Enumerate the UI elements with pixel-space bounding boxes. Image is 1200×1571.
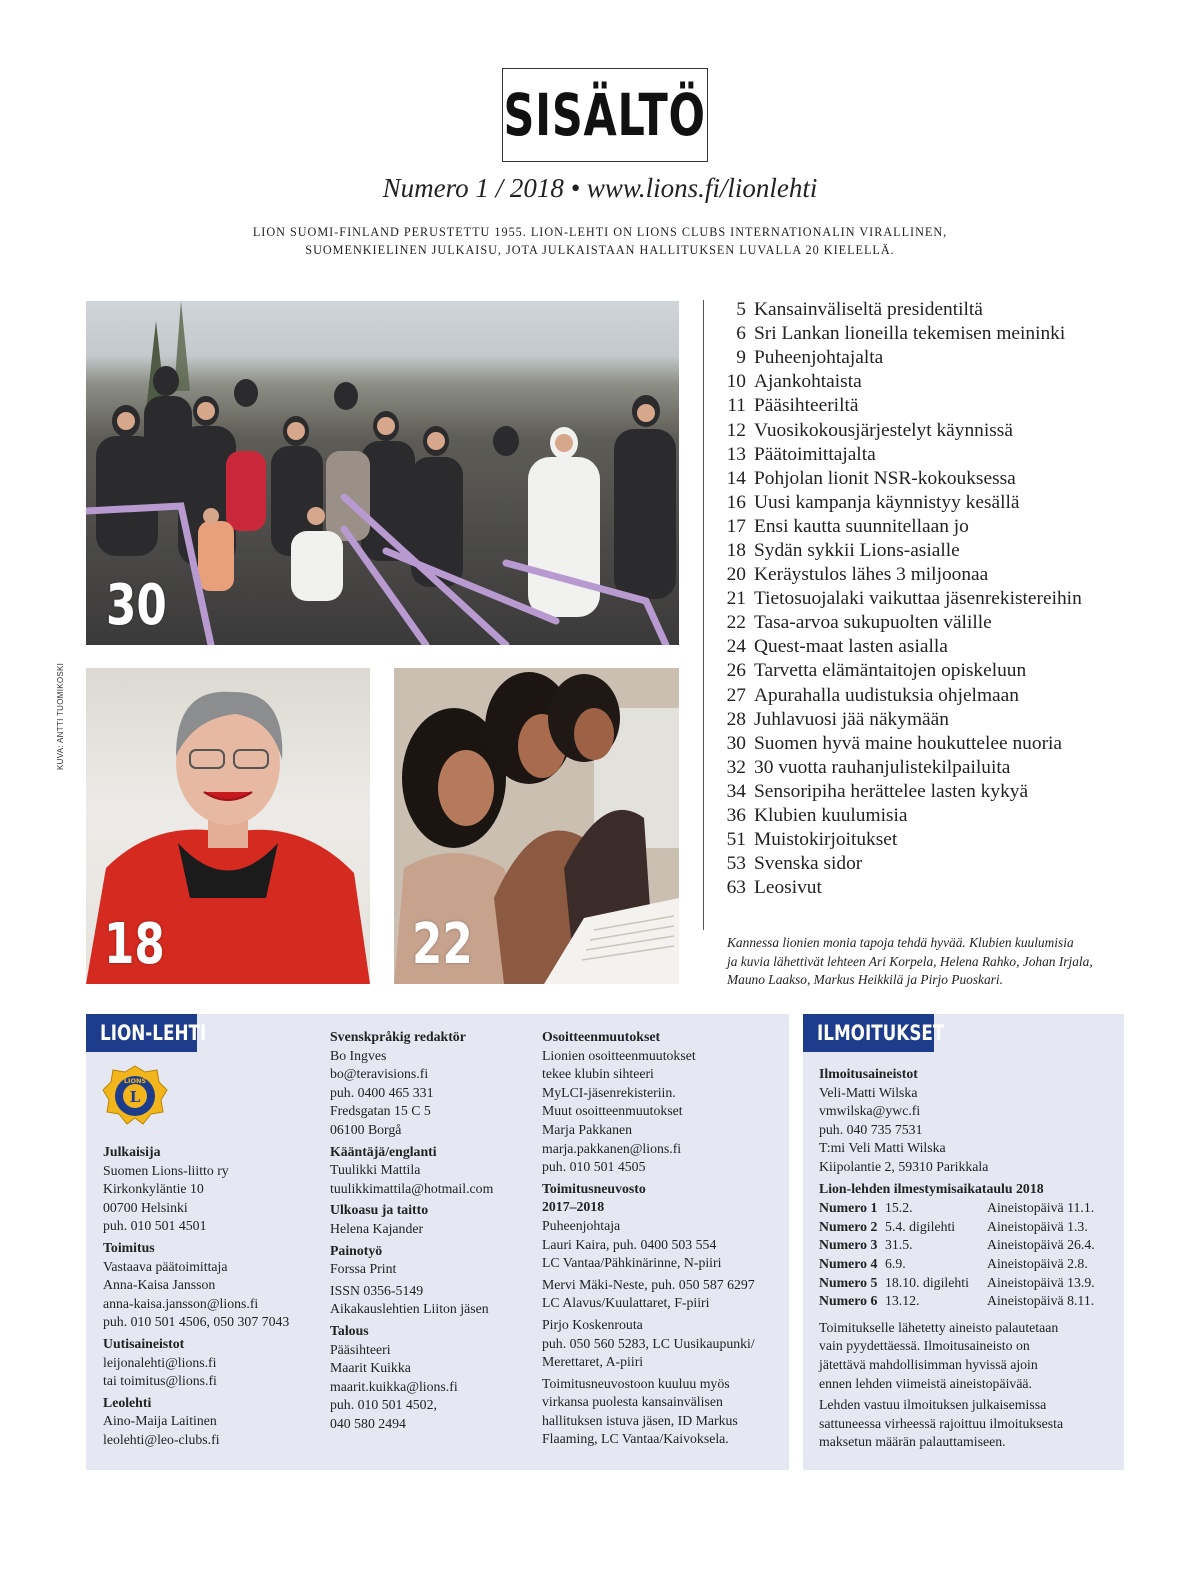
toc-page-number: 30 — [726, 732, 746, 754]
text-line: Fredsgatan 15 C 5 — [330, 1103, 431, 1119]
schedule-date: 31.5. — [885, 1237, 913, 1253]
schedule-issue: Numero 1 — [819, 1200, 878, 1216]
toc-entry[interactable] — [718, 804, 1158, 828]
table-of-contents — [718, 298, 1158, 900]
board-member-lines — [542, 1316, 782, 1372]
toc-entry[interactable] — [718, 346, 1158, 370]
text-line: Pääsihteeri — [330, 1341, 391, 1357]
schedule-material-date: Aineistopäivä 11.1. — [987, 1200, 1095, 1216]
text-line: tuulikkimattila@hotmail.com — [330, 1180, 494, 1196]
schedule-issue: Numero 6 — [819, 1293, 878, 1309]
toc-title: Tarvetta elämäntaitojen opiskeluun — [754, 660, 1027, 682]
toc-title: Sydän sykkii Lions-asialle — [754, 539, 960, 561]
ads-column — [819, 1065, 1117, 1452]
layout-heading: Ulkoasu ja taitto — [330, 1202, 429, 1218]
caption-line: Kannessa lionien monia tapoja tehdä hyvää. Klubien kuulumisia — [727, 935, 1074, 950]
print-lines — [330, 1260, 530, 1279]
text-line: Lehden vastuu ilmoituksen julkaisemissa — [819, 1397, 1047, 1413]
schedule-date: 18.10. digilehti — [885, 1274, 969, 1290]
schedule-issue: Numero 2 — [819, 1218, 878, 1234]
leo-lines — [103, 1412, 313, 1449]
schedule-material-date: Aineistopäivä 26.4. — [987, 1237, 1095, 1253]
schedule-row — [819, 1274, 1117, 1293]
text-line: 040 580 2494 — [330, 1415, 406, 1431]
toc-page-number: 6 — [736, 323, 746, 345]
toc-page-number: 16 — [726, 491, 746, 513]
text-line: Mervi Mäki-Neste, puh. 050 587 6297 — [542, 1276, 755, 1292]
text-line: Forssa Print — [330, 1261, 397, 1277]
finance-lines — [330, 1341, 530, 1434]
text-line: 06100 Borgå — [330, 1121, 402, 1137]
text-line: vmwilska@ywc.fi — [819, 1103, 921, 1119]
ads-tag-label: ILMOITUKSET — [817, 1021, 945, 1045]
toc-title: Uusi kampanja käynnistyy kesällä — [754, 491, 1020, 513]
schedule-date: 6.9. — [885, 1255, 906, 1271]
text-line: puh. 010 501 4506, 050 307 7043 — [103, 1314, 290, 1330]
colophon-panel — [86, 1014, 789, 1470]
toc-page-number: 18 — [726, 539, 746, 561]
text-line: Tuulikki Mattila — [330, 1162, 421, 1178]
text-line: puh. 0400 465 331 — [330, 1084, 434, 1100]
board-note-lines — [542, 1375, 782, 1449]
issue-line: Numero 1 / 2018 • www.lions.fi/lionlehti — [382, 173, 818, 203]
text-line: Kiipolantie 2, 59310 Parikkala — [819, 1158, 989, 1174]
text-line: Flaaming, LC Vantaa/Kaivoksela. — [542, 1431, 729, 1447]
publication-schedule — [819, 1199, 1117, 1311]
intro-text — [200, 223, 1000, 259]
group-photo — [86, 301, 679, 645]
ad-material-heading: Ilmoitusaineistot — [819, 1066, 918, 1081]
issn-lines — [330, 1282, 530, 1319]
toc-title: Sri Lankan lioneilla tekemisen meininki — [754, 323, 1066, 345]
toc-entry[interactable] — [718, 828, 1158, 852]
toc-page-number: 21 — [726, 588, 746, 610]
text-line: Vastaava päätoimittaja — [103, 1258, 228, 1274]
schedule-row — [819, 1218, 1117, 1237]
logo-letter: L — [129, 1088, 141, 1106]
publisher-lines — [103, 1162, 313, 1236]
toc-page-number: 24 — [726, 636, 746, 658]
text-line: Merettaret, A-piiri — [542, 1354, 644, 1370]
layout-lines — [330, 1220, 530, 1239]
toc-page-number: 53 — [726, 853, 746, 875]
toc-entry[interactable] — [718, 515, 1158, 539]
ad-note-lines — [819, 1396, 1117, 1452]
photo-page-number: 18 — [104, 912, 165, 977]
portrait-photo — [86, 668, 370, 984]
ad-material-lines — [819, 1084, 1117, 1177]
text-line: leolehti@leo-clubs.fi — [103, 1431, 220, 1447]
text-line: marja.pakkanen@lions.fi — [542, 1140, 682, 1156]
toc-title: Ajankohtaista — [754, 371, 862, 393]
cover-caption — [727, 934, 1137, 990]
text-line: Aikakauslehtien Liiton jäsen — [330, 1301, 489, 1317]
lions-logo-icon — [101, 1064, 169, 1128]
toc-title: Sensoripiha herättelee lasten kykyä — [754, 780, 1029, 802]
photo-page-number: 30 — [106, 573, 167, 638]
colophon-column-staff — [330, 1028, 530, 1433]
text-line: anna-kaisa.jansson@lions.fi — [103, 1295, 259, 1311]
toc-page-number: 14 — [726, 467, 746, 489]
toc-page-number: 5 — [736, 299, 746, 321]
text-line: maarit.kuikka@lions.fi — [330, 1378, 458, 1394]
ads-panel — [803, 1014, 1124, 1470]
colophon-column-publisher — [103, 1143, 313, 1450]
toc-page-number: 10 — [726, 371, 746, 393]
text-line: puh. 010 501 4501 — [103, 1218, 207, 1234]
text-line: Helena Kajander — [330, 1220, 424, 1236]
toc-page-number: 26 — [726, 660, 746, 682]
text-line: sattuneessa virheessä rajoittuu ilmoituksesta — [819, 1415, 1064, 1431]
toc-page-number: 20 — [726, 564, 746, 586]
text-line: Anna-Kaisa Jansson — [103, 1277, 216, 1293]
text-line: T:mi Veli Matti Wilska — [819, 1140, 946, 1156]
page-title: SISÄLTÖ — [503, 81, 707, 149]
photo-credit: KUVA: ANTTI TUOMIKOSKI — [56, 662, 65, 770]
text-line: vain pyydettäessä. Ilmoitusaineisto on — [819, 1338, 1030, 1354]
schedule-issue: Numero 3 — [819, 1237, 878, 1253]
toc-entry[interactable] — [718, 756, 1158, 780]
toc-title: Päätoimittajalta — [754, 443, 876, 465]
toc-page-number: 9 — [736, 347, 746, 369]
text-line: Lauri Kaira, puh. 0400 503 554 — [542, 1236, 717, 1252]
toc-entry[interactable] — [718, 708, 1158, 732]
board-member-lines — [542, 1276, 782, 1313]
text-line: tekee klubin sihteeri — [542, 1066, 654, 1082]
toc-page-number: 34 — [726, 780, 746, 802]
text-line: ISSN 0356-5149 — [330, 1282, 424, 1298]
toc-page-number: 63 — [726, 877, 746, 899]
intro-line: SUOMENKIELINEN JULKAISU, JOTA JULKAISTAAN HALLITUKSEN LUVALLA 20 KIELELLÄ. — [305, 243, 895, 257]
toc-entry[interactable] — [718, 394, 1158, 418]
toc-page-number: 27 — [726, 684, 746, 706]
text-line: LC Vantaa/Pähkinärinne, N-piiri — [542, 1255, 722, 1271]
schedule-row — [819, 1292, 1117, 1311]
toc-entry[interactable] — [718, 322, 1158, 346]
lions-logo — [101, 1064, 169, 1128]
toc-page-number: 22 — [726, 612, 746, 634]
toc-title: Tasa-arvoa sukupuolten välille — [754, 612, 992, 634]
page-title-box — [502, 68, 708, 162]
toc-page-number: 12 — [726, 419, 746, 441]
toc-title: Leosivut — [754, 877, 822, 899]
board-years: 2017–2018 — [542, 1199, 605, 1215]
toc-title: Suomen hyvä maine houkuttelee nuoria — [754, 732, 1063, 754]
text-line: puh. 010 501 4505 — [542, 1159, 646, 1175]
text-line: Kirkonkyläntie 10 — [103, 1181, 204, 1197]
caption-line: ja kuvia lähettivät lehteen Ari Korpela, Helena Rahko, Johan Irjala, — [727, 953, 1093, 969]
toc-title: Juhlavuosi jää näkymään — [754, 708, 949, 730]
students-photo — [394, 668, 679, 984]
schedule-row — [819, 1236, 1117, 1255]
schedule-issue: Numero 4 — [819, 1255, 878, 1271]
schedule-issue: Numero 5 — [819, 1274, 878, 1290]
toc-page-number: 11 — [727, 395, 746, 417]
text-line: puh. 010 501 4502, — [330, 1397, 437, 1413]
schedule-material-date: Aineistopäivä 8.11. — [987, 1293, 1095, 1309]
text-line: virkansa puolesta kansainvälisen — [542, 1394, 723, 1410]
text-line: jätettävä mahdollisimman hyvissä ajoin — [819, 1356, 1038, 1372]
toc-entry[interactable] — [718, 852, 1158, 876]
toc-entry[interactable] — [718, 443, 1158, 467]
toc-divider — [703, 300, 704, 930]
schedule-row — [819, 1199, 1117, 1218]
toc-entry[interactable] — [718, 659, 1158, 683]
toc-title: Keräystulos lähes 3 miljoonaa — [754, 564, 989, 586]
toc-title: Puheenjohtajalta — [754, 347, 884, 369]
toc-title: Svenska sidor — [754, 853, 863, 875]
news-heading: Uutisaineistot — [103, 1335, 185, 1351]
print-heading: Painotyö — [330, 1242, 383, 1258]
toc-entry[interactable] — [718, 684, 1158, 708]
news-lines — [103, 1354, 313, 1391]
text-line: puh. 050 560 5283, LC Uusikaupunki/ — [542, 1335, 755, 1351]
text-line: Aino-Maija Laitinen — [103, 1413, 217, 1429]
text-line: puh. 040 735 7531 — [819, 1121, 923, 1137]
board-chair-lines — [542, 1217, 782, 1273]
schedule-material-date: Aineistopäivä 13.9. — [987, 1274, 1095, 1290]
toc-title: Quest-maat lasten asialla — [754, 636, 948, 658]
text-line: Muut osoitteenmuutokset — [542, 1103, 683, 1119]
toc-entry[interactable] — [718, 780, 1158, 804]
intro-line: LION SUOMI-FINLAND PERUSTETTU 1955. LION-LEHTI ON LIONS CLUBS INTERNATIONALIN VIRALLINEN, — [252, 225, 948, 239]
toc-entry[interactable] — [718, 876, 1158, 900]
schedule-material-date: Aineistopäivä 1.3. — [987, 1218, 1088, 1234]
translator-lines — [330, 1161, 530, 1198]
toc-title: Kansainväliseltä presidentiltä — [754, 299, 983, 321]
editorial-heading: Toimitus — [103, 1239, 155, 1255]
toc-entry[interactable] — [718, 491, 1158, 515]
board-heading: Toimitusneuvosto — [542, 1180, 646, 1196]
text-line: Toimitusneuvostoon kuuluu myös — [542, 1375, 730, 1391]
colophon-tag — [86, 1014, 207, 1052]
text-line: MyLCI-jäsenrekisteriin. — [542, 1084, 676, 1100]
swedish-editor-heading: Svenskpråkig redaktör — [330, 1029, 466, 1044]
toc-page-number: 17 — [726, 515, 746, 537]
toc-entry[interactable] — [718, 298, 1158, 322]
text-line: bo@teravisions.fi — [330, 1066, 429, 1082]
toc-title: Muistokirjoitukset — [754, 829, 898, 851]
text-line: maksetun määrän palauttamiseen. — [819, 1434, 1006, 1450]
text-line: Marja Pakkanen — [542, 1121, 633, 1137]
toc-entry[interactable] — [718, 467, 1158, 491]
text-line: leijonalehti@lions.fi — [103, 1354, 217, 1370]
text-line: tai toimitus@lions.fi — [103, 1373, 217, 1389]
logo-text: LIONS — [123, 1077, 147, 1085]
publisher-heading: Julkaisija — [103, 1144, 161, 1159]
text-line: hallituksen istuva jäsen, ID Markus — [542, 1412, 738, 1428]
toc-page-number: 28 — [726, 708, 746, 730]
toc-title: Pohjolan lionit NSR-kokouksessa — [754, 467, 1016, 489]
schedule-date: 5.4. digilehti — [885, 1218, 956, 1234]
swedish-editor-lines — [330, 1047, 530, 1140]
address-change-heading: Osoitteenmuutokset — [542, 1029, 661, 1044]
toc-entry[interactable] — [718, 418, 1158, 442]
text-line: LC Alavus/Kuulattaret, F-piiri — [542, 1295, 710, 1311]
address-change-lines — [542, 1047, 782, 1177]
toc-title: Klubien kuulumisia — [754, 805, 908, 827]
schedule-date: 13.12. — [885, 1293, 920, 1309]
toc-entry[interactable] — [718, 370, 1158, 394]
text-line: Veli-Matti Wilska — [819, 1084, 918, 1100]
colophon-column-board — [542, 1028, 782, 1449]
toc-title: Tietosuojalaki vaikuttaa jäsenrekistereihin — [754, 588, 1082, 610]
photo-page-number: 22 — [412, 912, 473, 977]
toc-page-number: 13 — [726, 443, 746, 465]
toc-page-number: 51 — [726, 829, 746, 851]
text-line: Puheenjohtaja — [542, 1217, 621, 1233]
text-line: Lionien osoitteenmuutokset — [542, 1047, 696, 1063]
toc-entry[interactable] — [718, 587, 1158, 611]
toc-entry[interactable] — [718, 635, 1158, 659]
colophon-tag-label: LION-LEHTI — [100, 1021, 207, 1045]
toc-entry[interactable] — [718, 563, 1158, 587]
toc-title: Apurahalla uudistuksia ohjelmaan — [754, 684, 1019, 706]
editorial-lines — [103, 1258, 313, 1332]
ads-tag — [803, 1014, 945, 1052]
translator-heading: Kääntäjä/englanti — [330, 1143, 437, 1159]
text-line: Maarit Kuikka — [330, 1360, 411, 1376]
ad-note-lines — [819, 1319, 1117, 1393]
toc-entry[interactable] — [718, 611, 1158, 635]
toc-entry[interactable] — [718, 732, 1158, 756]
toc-title: 30 vuotta rauhanjulistekilpailuita — [754, 756, 1011, 778]
schedule-date: 15.2. — [885, 1200, 913, 1216]
toc-title: Pääsihteeriltä — [754, 395, 859, 417]
caption-line: Mauno Laakso, Markus Heikkilä ja Pirjo Puoskari. — [727, 972, 1003, 988]
finance-heading: Talous — [330, 1322, 369, 1338]
text-line: Bo Ingves — [330, 1047, 387, 1063]
toc-page-number: 36 — [726, 805, 746, 827]
text-line: 00700 Helsinki — [103, 1199, 188, 1215]
schedule-row — [819, 1255, 1117, 1274]
text-line: ennen lehden viimeistä aineistopäivää. — [819, 1375, 1033, 1391]
schedule-heading: Lion-lehden ilmestymisaikataulu 2018 — [819, 1180, 1044, 1196]
text-line: Pirjo Koskenrouta — [542, 1316, 643, 1332]
text-line: Toimitukselle lähetetty aineisto palautetaan — [819, 1319, 1059, 1335]
group-photo-illustration — [86, 301, 679, 645]
schedule-material-date: Aineistopäivä 2.8. — [987, 1255, 1088, 1271]
toc-title: Vuosikokousjärjestelyt käynnissä — [754, 419, 1013, 441]
toc-title: Ensi kautta suunnitellaan jo — [754, 515, 969, 537]
toc-page-number: 32 — [726, 756, 746, 778]
leo-heading: Leolehti — [103, 1394, 152, 1410]
toc-entry[interactable] — [718, 539, 1158, 563]
text-line: Suomen Lions-liitto ry — [103, 1162, 229, 1178]
